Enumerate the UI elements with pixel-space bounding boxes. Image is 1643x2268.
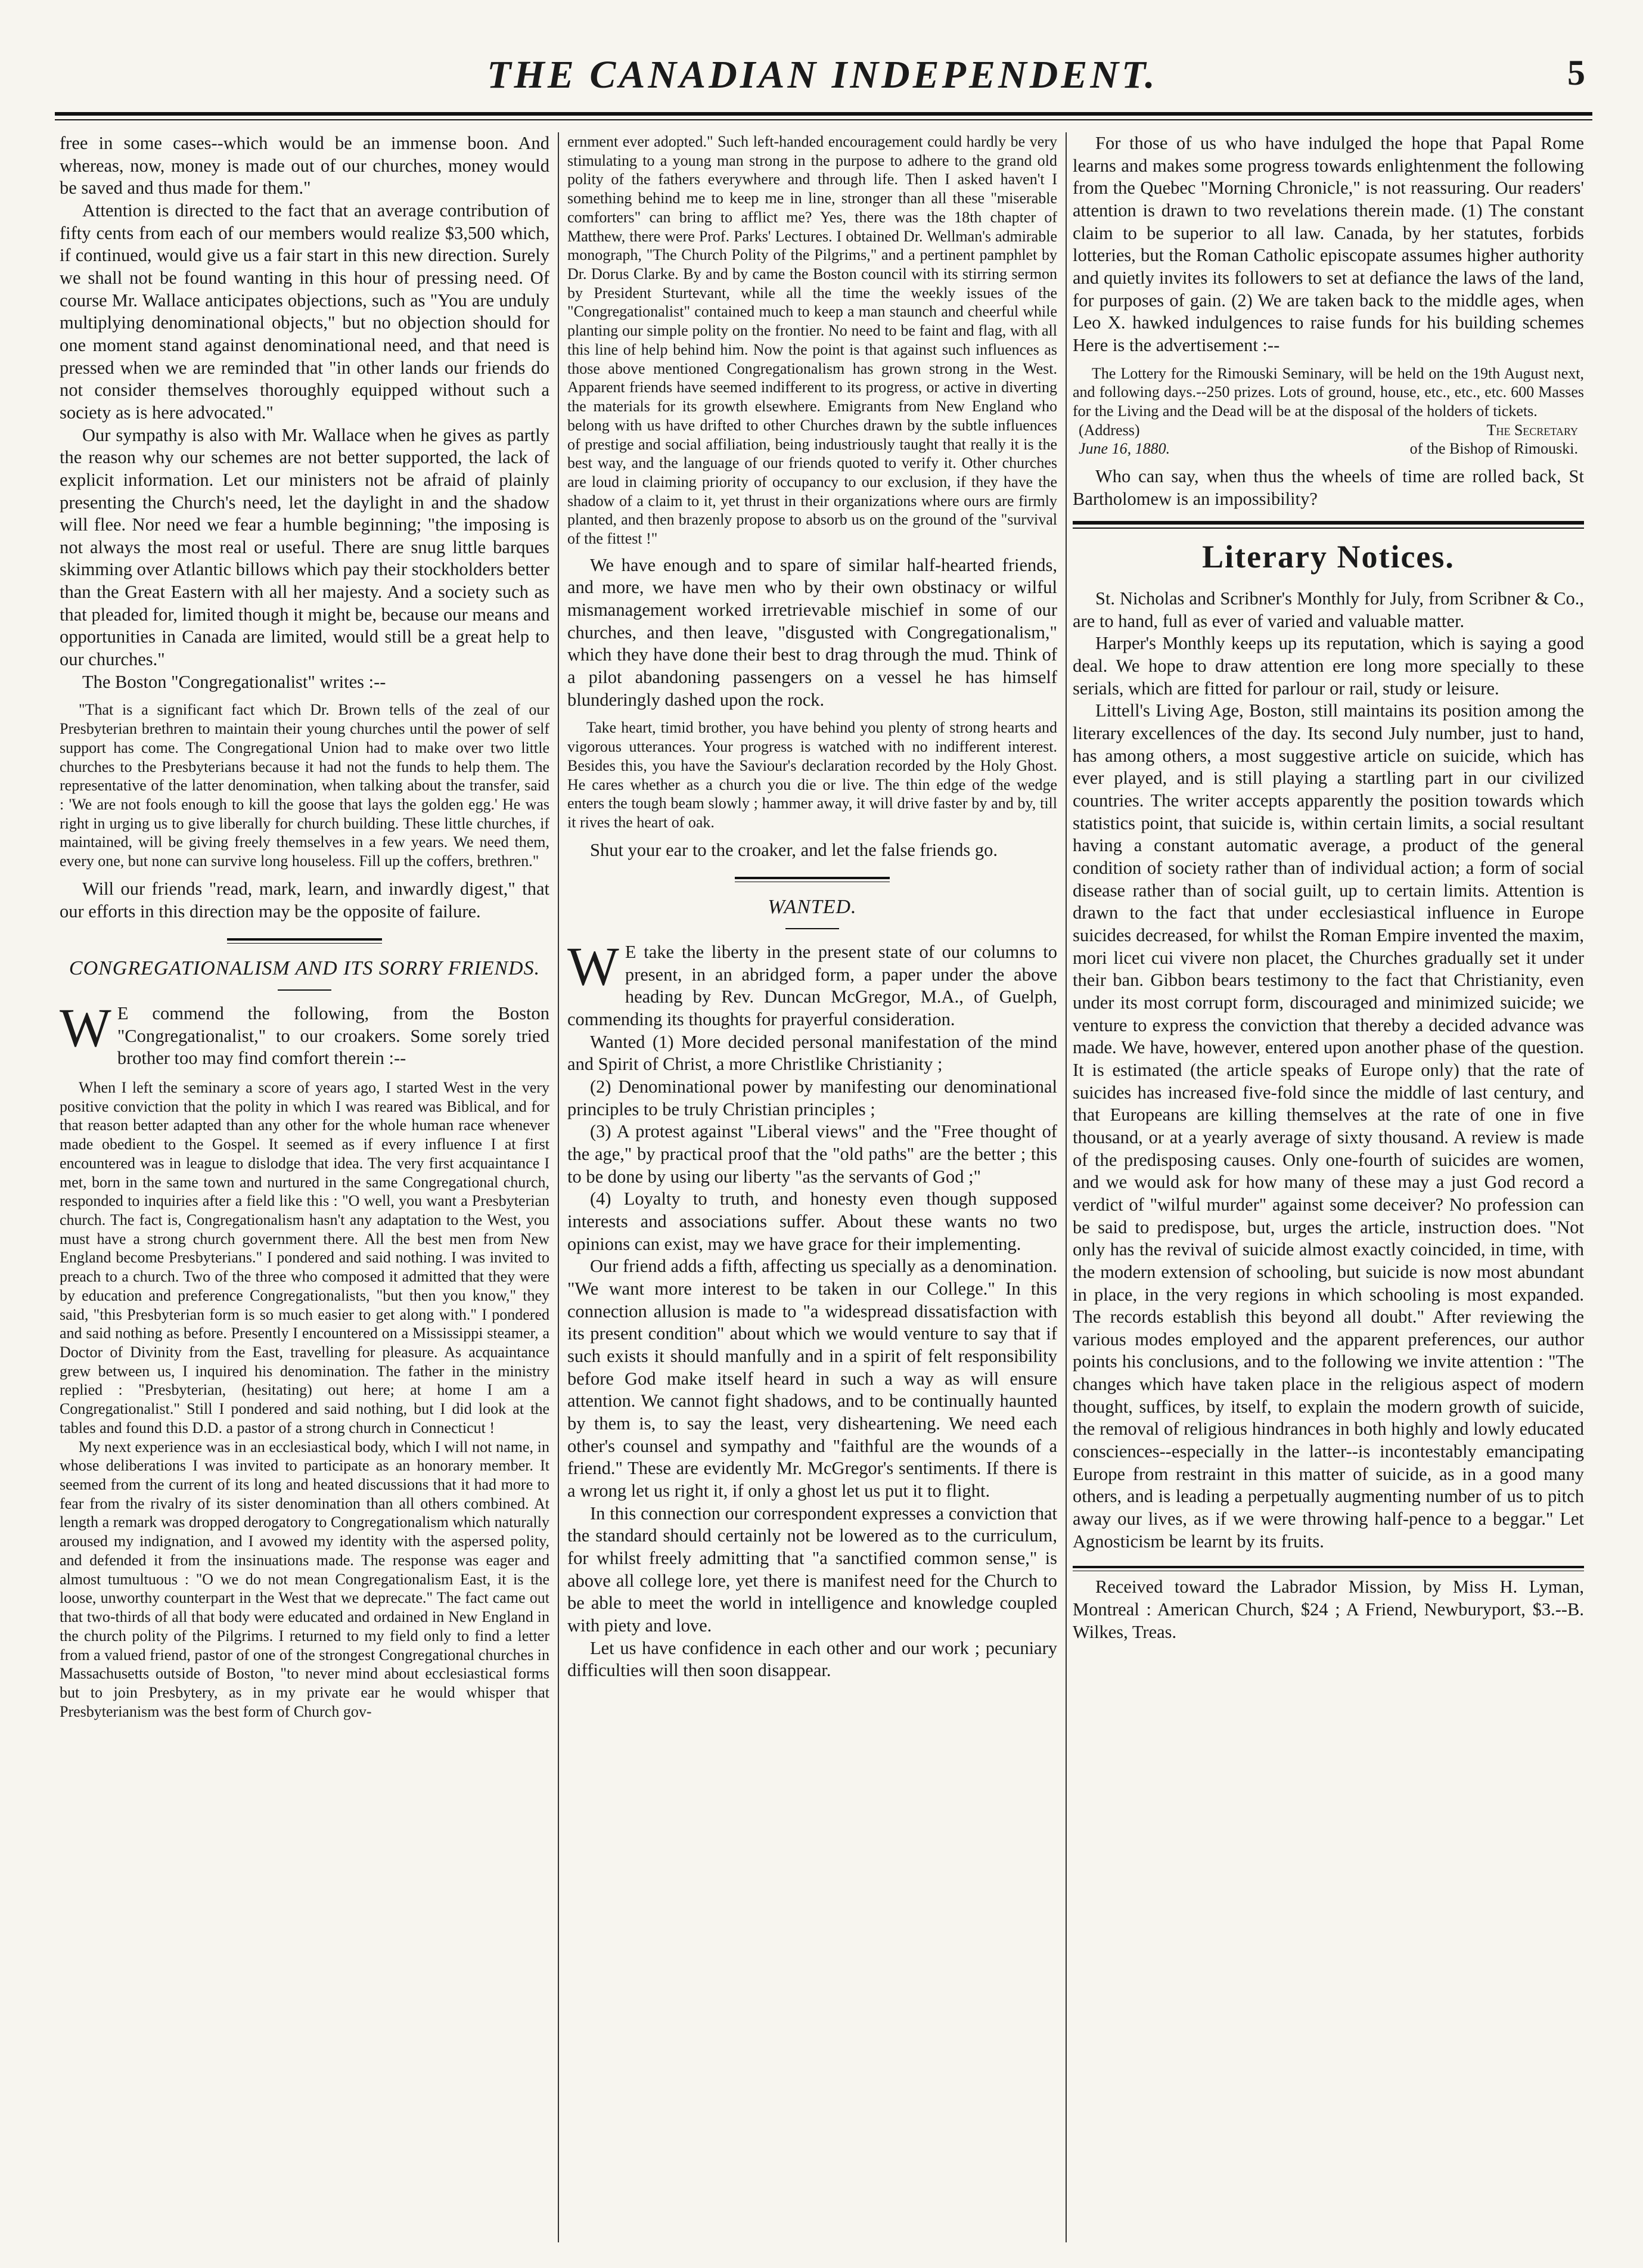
article-paragraph: Attention is directed to the fact that an average contribution of fifty cents from each of our members would realize $3,500 which, if continued, would give us a fair start in this new direction. Surely we shall not be found wanting in this hour of pressing need. Of course Mr. Wallace anticipates objections, such as "You are unduly multiplying denominational objects," but no objection should for one moment stand against denominational need, and that need is pressed when we are reminded that "in other lands our friends do not consider themselves thoroughly equipped without such a society as is here advocated."	[60, 200, 549, 423]
section-rule	[1073, 521, 1584, 529]
masthead-rule	[55, 112, 1592, 120]
heading-rule	[278, 989, 331, 991]
letter-paragraph: When I left the seminary a score of years ago, I started West in the very positive conviction that the polity in which I was reared was Biblical, and for that reason better adapted than any other for the whole human race whenever made obedient to the Gospel. It seemed as if every influence I at first encountered was in league to dislodge that idea. The very first acquaintance I met, born in the same town and nurtured in the same Congregational church, responded to inquiries after a field like this : "O well, you want a Presbyterian church. The fact is, Congregationalism hasn't any adaptation to the West, you must have a strong church government there. All the best men from New England become Presbyterians." I pondered and said nothing. I was invited to preach to a church. Two of the three who composed it admitted that they were by education and preference Congregationalists, "but then you know," they said, "this Presbyterian form is so much easier to get along with." I pondered and said nothing as before. Presently I encountered on a Mississippi steamer, a Doctor of Divinity from the East, travelling for pleasure. As acquaintance grew between us, I inquired his denomination. The father in the ministry replied : "Presbyterian, (hesitating) out here; at home I am a Congregationalist." Still I pondered and said nothing, but I did look at the tables and found this D.D. a pastor of a strong church in Connecticut !	[60, 1078, 549, 1436]
drop-cap: W	[567, 936, 619, 997]
section-rule	[735, 877, 890, 882]
column-3	[1073, 132, 1584, 2242]
article-heading: CONGREGATIONALISM AND ITS SORRY FRIENDS.	[69, 957, 541, 980]
quote-text: Take heart, timid brother, you have behind you plenty of strong hearts and vigorous utterances. Your progress is watched with no indifferent interest. Besides this, you have the Saviour's declaration recorded by the Holy Ghost. He cares whether as a church you die or live. The thin edge of the wedge enters the tough beam slowly ; hammer away, it will drive faster by and by, till it rives the heart of oak.	[567, 719, 1057, 831]
masthead	[60, 52, 1585, 106]
quoted-letter	[60, 1078, 549, 1721]
ad-secretary: The Secretary	[1486, 421, 1578, 439]
article-paragraph: Will our friends "read, mark, learn, and inwardly digest," that our efforts in this direction may be the opposite of failure.	[60, 878, 549, 922]
wanted-item: (3) A protest against "Liberal views" and the "Free thought of the age," by practical proof that the "old paths" are the better ; this to be done by using our liberty "as the servants of God ;"	[567, 1121, 1057, 1187]
article-paragraph: Let us have confidence in each other and our work ; pecuniary difficulties will then soon disappear.	[567, 1637, 1057, 1681]
block-quote	[60, 700, 549, 870]
section-rule	[1073, 1566, 1584, 1571]
section-rule	[227, 938, 382, 944]
advertisement-signature	[1073, 421, 1584, 440]
page-number: 5	[1567, 53, 1585, 92]
ad-bishop: of the Bishop of Rimouski.	[1409, 440, 1578, 458]
quoted-letter-continued	[567, 132, 1057, 548]
column-1	[60, 132, 549, 2242]
advertisement-footer	[1073, 439, 1584, 458]
wanted-item: (2) Denominational power by manifesting our denominational principles to be truly Christian principles ;	[567, 1076, 1057, 1119]
article-paragraph: Our sympathy is also with Mr. Wallace when he gives as partly the reason why our schemes are not better supported, the lack of explicit information. Let our ministers not be afraid of plainly presenting the Church's need, let the daylight in and the shadow will flee. Nor need we fear a humble beginning; "the imposing is not always the most real or useful. There are snug little barques skimming over Atlantic billows which pay their stockholders better than the Great Eastern with all her majesty. And a society such as that pleaded for, limited though it might be, because our means and opportunities in Canada are limited, would still be a great help to our churches."	[60, 424, 549, 670]
heading-rule	[785, 928, 839, 929]
letter-paragraph: ernment ever adopted." Such left-handed encouragement could hardly be very stimulating to a young man strong in the purpose to adhere to the grand old polity of the fathers everywhere and through life. Then I asked haven't I something behind me to keep me in line, stronger than all these "miserable comforters" can bring to afflict me? Yes, there was the 18th chapter of Matthew, there were Prof. Parks' Lectures. I obtained Dr. Wellman's admirable monograph, "The Church Polity of the Pilgrims," and a pertinent pamphlet by Dr. Dorus Clarke. By and by came the Boston council with its stirring sermon by President Sturtevant, while all the time the weekly issues of the "Congregationalist" contained much to keep a man staunch and cheerful while planting our simple polity on the frontier. No need to be faint and flag, with all this line of help behind him. Now the point is that against such influences as those above mentioned Congregationalism has grown strong in the West. Apparent friends have seemed indifferent to its progress, or active in diverting the materials for its growth elsewhere. Emigrants from New England who belong with us have drifted to other Churches drawn by the subtle influences of prestige and social affiliation, being industriously taught that really it is the best way, and the language of our friends quoted to verify it. Other churches are loud in claiming priority of occupancy to our exclusion, if they have the shadow of a claim to it, yet thrust in their organizations where ours are firmly planted, and then brazenly propose to absorb us on the ground of the "survival of the fittest !"	[567, 133, 1057, 548]
column-2	[567, 132, 1057, 2242]
article-paragraph: free in some cases--which would be an immense boon. And whereas, now, money is made out of our churches, money would be saved and thus made for them."	[60, 133, 549, 198]
intro-text: E commend the following, from the Boston "Congregationalist," to our croakers. Some sorely tried brother too may find comfort therein :--	[117, 1003, 549, 1069]
article-paragraph: In this connection our correspondent expresses a conviction that the standard should certainly not be lowered as to the curriculum, for whilst freely admitting that "a sanctified common sense," is above all college lore, yet there is manifest need for the Church to be able to meet the world in intelligence and knowledge coupled with piety and love.	[567, 1503, 1057, 1636]
article-paragraph: Who can say, when thus the wheels of time are rolled back, St Bartholomew is an impossibility?	[1073, 466, 1584, 509]
article-intro	[60, 997, 549, 1070]
literary-notices-heading: Literary Notices.	[1202, 539, 1455, 575]
quote-text: "That is a significant fact which Dr. Brown tells of the zeal of our Presbyterian brethren to maintain their young churches until the power of self support has come. The Congregational Union had to make over two little churches to the Presbyterians because it had not the funds to help them. The representative of the latter denomination, when talking about the transfer, said : 'We are not fools enough to kill the goose that lays the golden egg.' He was right in urging us to give liberally for church building. These little churches, if maintained, will be giving freely themselves in a few years. We need them, every one, but none can survive long houseless. Fill up the coffers, brethren."	[60, 701, 549, 870]
ad-address: (Address)	[1079, 421, 1140, 439]
mission-receipt: Received toward the Labrador Mission, by Miss H. Lyman, Montreal : American Church, $24 ; A Friend, Newburyport, $3.--B. Wilkes, Treas.	[1073, 1577, 1584, 1642]
block-quote	[567, 718, 1057, 832]
notice-paragraph: Harper's Monthly keeps up its reputation, which is saying a good deal. We hope to draw attention ere long more specially to these serials, which are fitted for parlour or rail, study or leisure.	[1073, 633, 1584, 699]
article-intro	[567, 936, 1057, 1031]
article-heading: WANTED.	[768, 896, 857, 919]
article-paragraph: Our friend adds a fifth, affecting us specially as a denomination. "We want more interest to be taken in our College." In this connection allusion is made to "a widespread dissatisfaction with its present condition" about which we would venture to say that if such exists it should manfully and in a spirit of felt responsibility before God make itself heard in such a way as will ensure attention. We cannot fight shadows, and to be continually haunted by them is, to say the least, very disheartening. We need each other's counsel and sympathy and "faithful are the wounds of a friend." These are evidently Mr. McGregor's sentiments. If there is a wrong let us right it, if only a ghost let us put it to flight.	[567, 1256, 1057, 1501]
notice-paragraph: St. Nicholas and Scribner's Monthly for July, from Scribner & Co., are to hand, full as ever of varied and valuable matter.	[1073, 588, 1584, 631]
article-paragraph: Shut your ear to the croaker, and let the false friends go.	[590, 839, 998, 860]
advertisement-quote	[1073, 364, 1584, 459]
article-paragraph: For those of us who have indulged the hope that Papal Rome learns and makes some progress towards enlightenment the following from the Quebec "Morning Chronicle," is not reassuring. Our readers' attention is drawn to two revelations therein made. (1) The constant claim to be superior to all law. Canada, by her statutes, forbids lotteries, but the Roman Catholic episcopate assumes higher authority and quietly invites its followers to set at defiance the laws of the land, for purposes of gain. (2) We are taken back to the middle ages, when Leo X. hawked indulgences to raise funds for his building schemes Here is the advertisement :--	[1073, 133, 1584, 355]
advertisement-text: The Lottery for the Rimouski Seminary, will be held on the 19th August next, and following days.--250 prizes. Lots of ground, house, etc., etc., etc. 600 Masses for the Living and the Dead will be at the disposal of the holders of tickets.	[1073, 364, 1584, 420]
intro-text: E take the liberty in the present state of our columns to present, in an abridged form, a paper under the above heading by Rev. Duncan McGregor, M.A., of Guelph, commending its thoughts for prayerful consideration.	[567, 942, 1057, 1030]
article-paragraph: The Boston "Congregationalist" writes :--	[82, 671, 386, 692]
notice-paragraph: Littell's Living Age, Boston, still maintains its position among the literary excellences of the day. Its second July number, just to hand, has among others, a most suggestive article on suicide, which has ever played, and is still playing a startling part in our civilized countries. The writer accepts apparently the position towards which statistics point, that suicide is, within certain limits, a social resultant having a constant automatic average, a product of the general condition of society rather than of individual action; a form of social disease rather than of social guilt, up to certain limits. Attention is drawn to the fact that under ecclesiastical influence in Europe suicides decreased, for whilst the Roman Empire invented the maxim, mori licet cui vivere non placet, the Churches gradually set it under their ban. Gibbon bears testimony to the fact that Christianity, even under its most corrupt form, discouraged and minimized suicide; we venture to express the conviction that thereby a decided advance was made. We have, however, entered upon another phase of the question. It is estimated (the article speaks of Europe only) that the rate of suicides has increased five-fold since the middle of last century, and that Europeans are killing themselves at the rate of one in five thousand, or at a yearly average of sixty thousand. A review is made of the predisposing causes. Only one-fourth of suicides are women, and we would ask for how many of these may a just God record a verdict of "wilful murder" against some deceiver? No profession can be said to predispose, but, urges the article, instruction does. "Not only has the revival of suicide almost exactly coincided, in time, with the modern extension of schooling, but suicide is now most abundant in place, in the very regions in which schooling is most expanded. The records establish this beyond all doubt." After reviewing the various modes employed and the apparent preferences, our author points his conclusions, and to the following we invite attention : "The changes which have taken place in the religious aspect of modern thought, suffices, by itself, to explain the modern growth of suicide, the removal of religious hindrances in both highly and lowly educated consciences--especially in the latter--is incontestably emancipating Europe from restraint in this matter of suicide, as in a good many others, and is leading a perpetually augmenting number of us to pitch away our lives, as if we were throwing half-pence to a beggar." Let Agnosticism be learnt by its fruits.	[1073, 700, 1584, 1552]
drop-cap: W	[60, 997, 111, 1058]
wanted-item: Wanted (1) More decided personal manifestation of the mind and Spirit of Christ, a more Christlike Christianity ;	[567, 1031, 1057, 1075]
wanted-item: (4) Loyalty to truth, and honesty even though supposed interests and associations suffer. About these wants no two opinions can exist, may we have grace for their implementing.	[567, 1189, 1057, 1254]
masthead-title: THE CANADIAN INDEPENDENT.	[487, 53, 1158, 97]
letter-paragraph: My next experience was in an ecclesiastical body, which I will not name, in whose deliberations I was invited to participate as an honorary member. It seemed from the current of its long and heated discussions that it had more to fear from the rivalry of its sister denomination than all others combined. At length a remark was dropped derogatory to Congregationalism which naturally aroused my indignation, and I avowed my identity with the aspersed polity, and defended it from the insinuations made. The response was eager and almost tumultuous : "O we do not mean Congregationalism East, it is the loose, unworthy counterpart in the West that we deprecate." The fact came out that two-thirds of all that body were educated and ordained in New England in the church polity of the Pilgrims. I returned to my field only to find a letter from a valued friend, pastor of one of the strongest Congregational churches in Massachusetts outside of Boston, "to never mind about ecclesiastical forms but to join Presbytery, as in my private ear he would whisper that Presbyterianism was the best form of Church gov-	[60, 1438, 549, 1720]
ad-date: June 16, 1880.	[1079, 440, 1170, 458]
column-divider	[1066, 132, 1067, 2242]
column-divider	[558, 132, 559, 2242]
article-paragraph: We have enough and to spare of similar half-hearted friends, and more, we have men who by their own obstinacy or wilful mismanagement worked irretrievable mischief in some of our churches, and then leave, "disgusted with Congregationalism," which they have done their best to drag through the mud. Think of a pilot abandoning passengers on a vessel he has himself blunderingly dashed upon the rock.	[567, 554, 1057, 710]
